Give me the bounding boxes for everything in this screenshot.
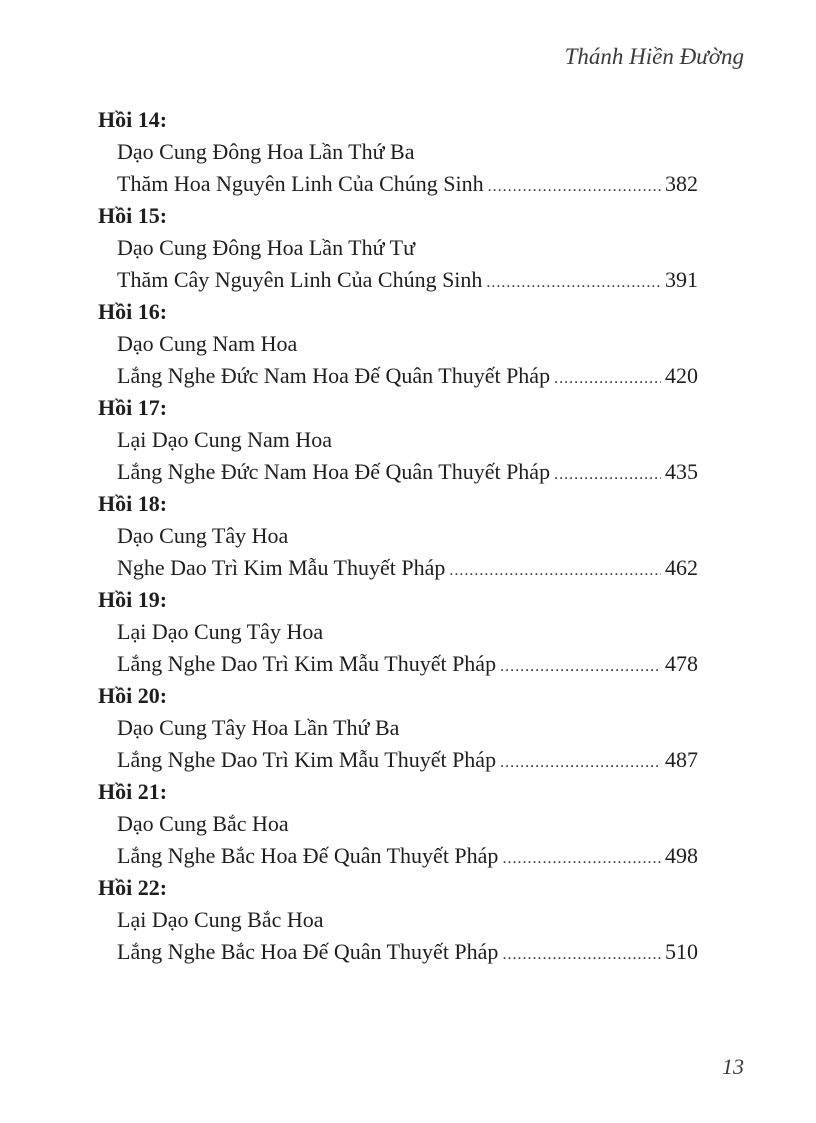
chapter-heading: Hồi 16:	[98, 299, 168, 324]
page-number: 487	[665, 747, 698, 772]
chapter-heading: Hồi 20:	[98, 683, 168, 708]
toc-entry-link[interactable]	[98, 648, 698, 680]
chapter-title: Lắng Nghe Bắc Hoa Đế Quân Thuyết Pháp	[117, 939, 499, 964]
chapter-subtitle: Dạo Cung Bắc Hoa	[117, 811, 289, 836]
chapter-subtitle: Dạo Cung Nam Hoa	[117, 331, 298, 356]
page-number: 382	[665, 171, 698, 196]
chapter-heading: Hồi 18:	[98, 491, 168, 516]
dot-leader	[502, 939, 661, 971]
toc-entry-link[interactable]	[98, 744, 698, 776]
toc-chapter-18	[98, 488, 698, 584]
toc-chapter-17	[98, 392, 698, 488]
page-number: 498	[665, 843, 698, 868]
dot-leader	[486, 267, 661, 299]
chapter-title: Lắng Nghe Đức Nam Hoa Đế Quân Thuyết Pháp	[117, 459, 551, 484]
toc-chapter-21	[98, 776, 698, 872]
dot-leader	[500, 747, 661, 779]
chapter-heading: Hồi 21:	[98, 779, 168, 804]
page-number: 478	[665, 651, 698, 676]
table-of-contents	[98, 104, 698, 968]
toc-entry-link[interactable]	[98, 936, 698, 968]
toc-chapter-20	[98, 680, 698, 776]
chapter-heading: Hồi 22:	[98, 875, 168, 900]
chapter-subtitle: Dạo Cung Đông Hoa Lần Thứ Tư	[117, 235, 415, 260]
toc-entry-link[interactable]	[98, 456, 698, 488]
chapter-subtitle: Dạo Cung Tây Hoa Lần Thứ Ba	[117, 715, 400, 740]
toc-chapter-16	[98, 296, 698, 392]
chapter-heading: Hồi 19:	[98, 587, 168, 612]
chapter-heading: Hồi 17:	[98, 395, 168, 420]
toc-entry-link[interactable]	[98, 360, 698, 392]
dot-leader	[554, 363, 661, 395]
chapter-subtitle: Lại Dạo Cung Nam Hoa	[117, 427, 333, 452]
toc-entry-link[interactable]	[98, 840, 698, 872]
chapter-title: Thăm Cây Nguyên Linh Của Chúng Sinh	[117, 267, 483, 292]
page-number: 510	[665, 939, 698, 964]
page-folio-number: 13	[722, 1054, 744, 1079]
chapter-title: Nghe Dao Trì Kim Mẫu Thuyết Pháp	[117, 555, 446, 580]
page-number: 435	[665, 459, 698, 484]
toc-chapter-14	[98, 104, 698, 200]
page-number: 420	[665, 363, 698, 388]
chapter-subtitle: Dạo Cung Tây Hoa	[117, 523, 289, 548]
chapter-title: Thăm Hoa Nguyên Linh Của Chúng Sinh	[117, 171, 484, 196]
running-header-title: Thánh Hiền Đường	[564, 44, 744, 69]
chapter-subtitle: Lại Dạo Cung Tây Hoa	[117, 619, 324, 644]
chapter-heading: Hồi 15:	[98, 203, 168, 228]
toc-chapter-19	[98, 584, 698, 680]
chapter-title: Lắng Nghe Dao Trì Kim Mẫu Thuyết Pháp	[117, 747, 497, 772]
toc-entry-link[interactable]	[98, 552, 698, 584]
toc-entry-link[interactable]	[98, 168, 698, 200]
chapter-title: Lắng Nghe Dao Trì Kim Mẫu Thuyết Pháp	[117, 651, 497, 676]
toc-chapter-15	[98, 200, 698, 296]
page-number: 391	[665, 267, 698, 292]
dot-leader	[449, 555, 661, 587]
dot-leader	[502, 843, 661, 875]
chapter-heading: Hồi 14:	[98, 107, 168, 132]
dot-leader	[554, 459, 661, 491]
dot-leader	[500, 651, 661, 683]
chapter-title: Lắng Nghe Đức Nam Hoa Đế Quân Thuyết Pháp	[117, 363, 551, 388]
chapter-title: Lắng Nghe Bắc Hoa Đế Quân Thuyết Pháp	[117, 843, 499, 868]
toc-chapter-22	[98, 872, 698, 968]
page-number: 462	[665, 555, 698, 580]
chapter-subtitle: Dạo Cung Đông Hoa Lần Thứ Ba	[117, 139, 415, 164]
chapter-subtitle: Lại Dạo Cung Bắc Hoa	[117, 907, 324, 932]
dot-leader	[488, 171, 661, 203]
toc-entry-link[interactable]	[98, 264, 698, 296]
